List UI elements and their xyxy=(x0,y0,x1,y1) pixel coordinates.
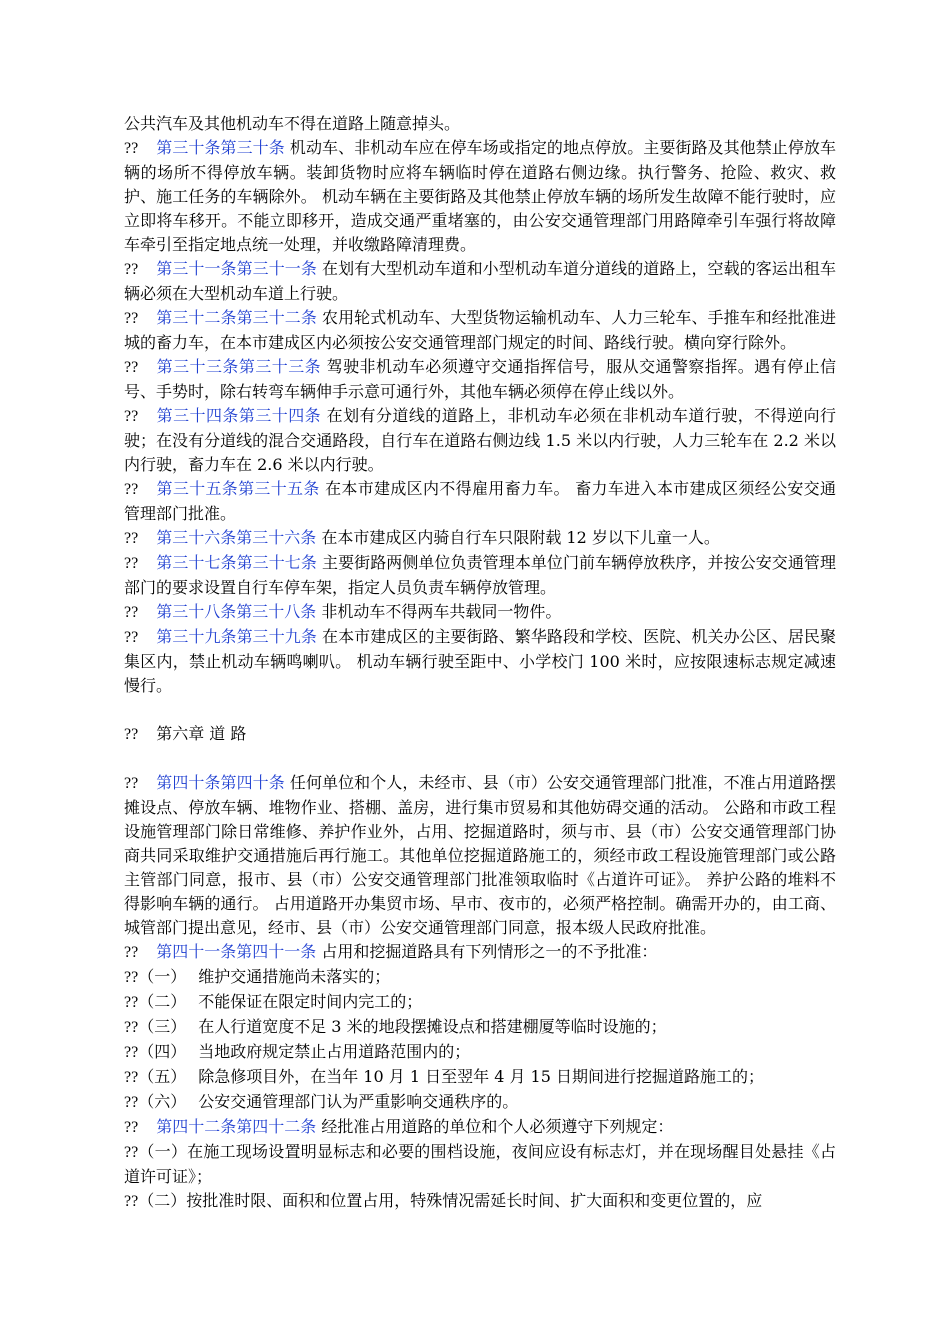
chapter-heading xyxy=(124,722,836,747)
marker: ?? xyxy=(124,1019,139,1036)
article-text: 在划有分道线的道路上，非机动车必须在非机动车道行驶，不得逆向行驶；在没有分道线的混合交通路段，自行车在道路右侧边线 1.5 米以内行驶，人力三轮车在 2.2 米以内行驶，畜力车在 2.6 米以内行驶。 xyxy=(124,406,836,474)
paragraph xyxy=(124,112,836,136)
article-42 xyxy=(124,1115,836,1140)
item-number: （二） xyxy=(138,992,187,1011)
article-30 xyxy=(124,136,836,257)
article-38 xyxy=(124,600,836,625)
article-link[interactable]: 第三十三条第三十三条 xyxy=(156,357,322,376)
article-text: 在本市建成区内骑自行车只限附载 12 岁以下儿童一人。 xyxy=(321,528,720,547)
article-31 xyxy=(124,257,836,306)
marker: ?? xyxy=(124,408,139,425)
article-32 xyxy=(124,306,836,355)
marker: ?? xyxy=(124,140,139,157)
marker: ?? xyxy=(124,310,139,327)
article-35 xyxy=(124,477,836,526)
marker: ?? xyxy=(124,726,139,743)
marker: ?? xyxy=(124,555,139,572)
item-number: （一） xyxy=(138,1142,188,1161)
article-text: 主要街路两侧单位负责管理本单位门前车辆停放秩序，并按公安交通管理部门的要求设置自行车停车架，指定人员负责车辆停放管理。 xyxy=(124,553,836,597)
article-41 xyxy=(124,940,836,965)
item-text: 在人行道宽度不足 3 米的地段摆摊设点和搭建棚厦等临时设施的； xyxy=(198,1017,667,1036)
document-page xyxy=(124,112,836,1214)
marker: ?? xyxy=(124,994,139,1011)
article-link[interactable]: 第四十二条第四十二条 xyxy=(156,1117,317,1136)
article-link[interactable]: 第三十二条第三十二条 xyxy=(156,308,317,327)
list-item xyxy=(124,1040,836,1065)
article-text: 非机动车不得两车共载同一物件。 xyxy=(321,602,562,621)
article-text: 占用和挖掘道路具有下列情形之一的不予批准： xyxy=(321,942,658,961)
marker: ?? xyxy=(124,944,139,961)
marker: ?? xyxy=(124,1094,139,1111)
item-text: 当地政府规定禁止占用道路范围内的； xyxy=(198,1042,471,1061)
list-item xyxy=(124,1140,836,1189)
article-text: 机动车、非机动车应在停车场或指定的地点停放。主要街路及其他禁止停放车辆的场所不得停放车辆。装卸货物时应将车辆临时停在道路右侧边缘。执行警务、抢险、救灾、救护、施工任务的车辆除外。 机动车辆在主要街路及其他禁止停放车辆的场所发生故障不能行驶时，应立即将车移开。不能立即移开，造成交通严重堵塞的，由公安交通管理部门用路障牵引车强行将故障车牵引至指定地点统一处理，并收缴路障清理费。 xyxy=(124,138,836,254)
marker: ?? xyxy=(124,481,139,498)
article-33 xyxy=(124,355,836,404)
article-link[interactable]: 第三十八条第三十八条 xyxy=(156,602,317,621)
list-item xyxy=(124,1065,836,1090)
article-link[interactable]: 第三十六条第三十六条 xyxy=(156,528,317,547)
item-text: 公安交通管理部门认为严重影响交通秩序的。 xyxy=(198,1092,519,1111)
item-text: 不能保证在限定时间内完工的； xyxy=(198,992,423,1011)
item-number: （二） xyxy=(138,1191,187,1210)
article-37 xyxy=(124,551,836,600)
item-text: 按批准时限、面积和位置占用，特殊情况需延长时间、扩大面积和变更位置的，应 xyxy=(186,1191,763,1210)
marker: ?? xyxy=(124,1193,139,1210)
list-item xyxy=(124,1015,836,1040)
article-link[interactable]: 第四十条第四十条 xyxy=(156,773,285,792)
item-number: （四） xyxy=(138,1042,187,1061)
marker: ?? xyxy=(124,1069,139,1086)
marker: ?? xyxy=(124,775,139,792)
article-link[interactable]: 第三十九条第三十九条 xyxy=(156,627,317,646)
marker: ?? xyxy=(124,629,139,646)
marker: ?? xyxy=(124,604,139,621)
spacer xyxy=(124,747,836,771)
item-number: （三） xyxy=(138,1017,187,1036)
article-text: 在划有大型机动车道和小型机动车道分道线的道路上，空载的客运出租车辆必须在大型机动车道上行驶。 xyxy=(124,259,836,303)
list-item xyxy=(124,990,836,1015)
item-number: （六） xyxy=(138,1092,187,1111)
article-link[interactable]: 第三十条第三十条 xyxy=(156,138,285,157)
article-39 xyxy=(124,625,836,698)
marker: ?? xyxy=(124,1119,139,1136)
list-item xyxy=(124,1189,836,1214)
article-link[interactable]: 第三十五条第三十五条 xyxy=(156,479,320,498)
marker: ?? xyxy=(124,969,139,986)
article-link[interactable]: 第三十一条第三十一条 xyxy=(156,259,317,278)
marker: ?? xyxy=(124,1144,139,1161)
list-item xyxy=(124,965,836,990)
article-text: 任何单位和个人，未经市、县（市）公安交通管理部门批准，不准占用道路摆摊设点、停放车辆、堆物作业、搭棚、盖房，进行集市贸易和其他妨碍交通的活动。 公路和市政工程设施管理部门除日常维修、养护作业外，占用、挖掘道路时，须与市、县（市）公安交通管理部门协商共同采取维护交通措施后再行施工。其他单位挖掘道路施工的，须经市政工程设施管理部门或公路主管部门同意，报市、县（市）公安交通管理部门批准领取临时《占道许可证》。 养护公路的堆料不得影响车辆的通行。 占用道路开办集贸市场、早市、夜市的，必须严格控制。确需开办的，由工商、城管部门提出意见，经市、县（市）公安交通管理部门同意，报本级人民政府批准。 xyxy=(124,773,836,937)
item-text: 在施工现场设置明显标志和必要的围档设施，夜间应设有标志灯，并在现场醒目处悬挂《占道许可证》； xyxy=(124,1142,836,1186)
article-link[interactable]: 第四十一条第四十一条 xyxy=(156,942,317,961)
marker: ?? xyxy=(124,359,139,376)
article-text: 在本市建成区内不得雇用畜力车。 畜力车进入本市建成区须经公安交通管理部门批准。 xyxy=(124,479,836,523)
item-text: 除急修项目外，在当年 10 月 1 日至翌年 4 月 15 日期间进行挖掘道路施工的； xyxy=(198,1067,764,1086)
marker: ?? xyxy=(124,261,139,278)
chapter-title: 第六章 道 路 xyxy=(156,724,247,743)
article-text: 农用轮式机动车、大型货物运输机动车、人力三轮车、手推车和经批准进城的畜力车，在本市建成区内必须按公安交通管理部门规定的时间、路线行驶。横向穿行除外。 xyxy=(124,308,836,352)
item-number: （一） xyxy=(138,967,187,986)
paragraph-text: 公共汽车及其他机动车不得在道路上随意掉头。 xyxy=(124,114,461,133)
marker: ?? xyxy=(124,1044,139,1061)
item-number: （五） xyxy=(138,1067,187,1086)
article-text: 经批准占用道路的单位和个人必须遵守下列规定： xyxy=(321,1117,674,1136)
list-item xyxy=(124,1090,836,1115)
spacer xyxy=(124,698,836,722)
article-text: 驾驶非机动车必须遵守交通指挥信号，服从交通警察指挥。遇有停止信号、手势时，除右转弯车辆伸手示意可通行外，其他车辆必须停在停止线以外。 xyxy=(124,357,836,401)
article-text: 在本市建成区的主要街路、繁华路段和学校、医院、机关办公区、居民聚集区内，禁止机动车辆鸣喇叭。 机动车辆行驶至距中、小学校门 100 米时，应按限速标志规定减速慢行。 xyxy=(124,627,836,695)
item-text: 维护交通措施尚未落实的； xyxy=(198,967,391,986)
article-36 xyxy=(124,526,836,551)
article-link[interactable]: 第三十四条第三十四条 xyxy=(156,406,322,425)
marker: ?? xyxy=(124,530,139,547)
article-34 xyxy=(124,404,836,477)
article-link[interactable]: 第三十七条第三十七条 xyxy=(156,553,317,572)
article-40 xyxy=(124,771,836,940)
